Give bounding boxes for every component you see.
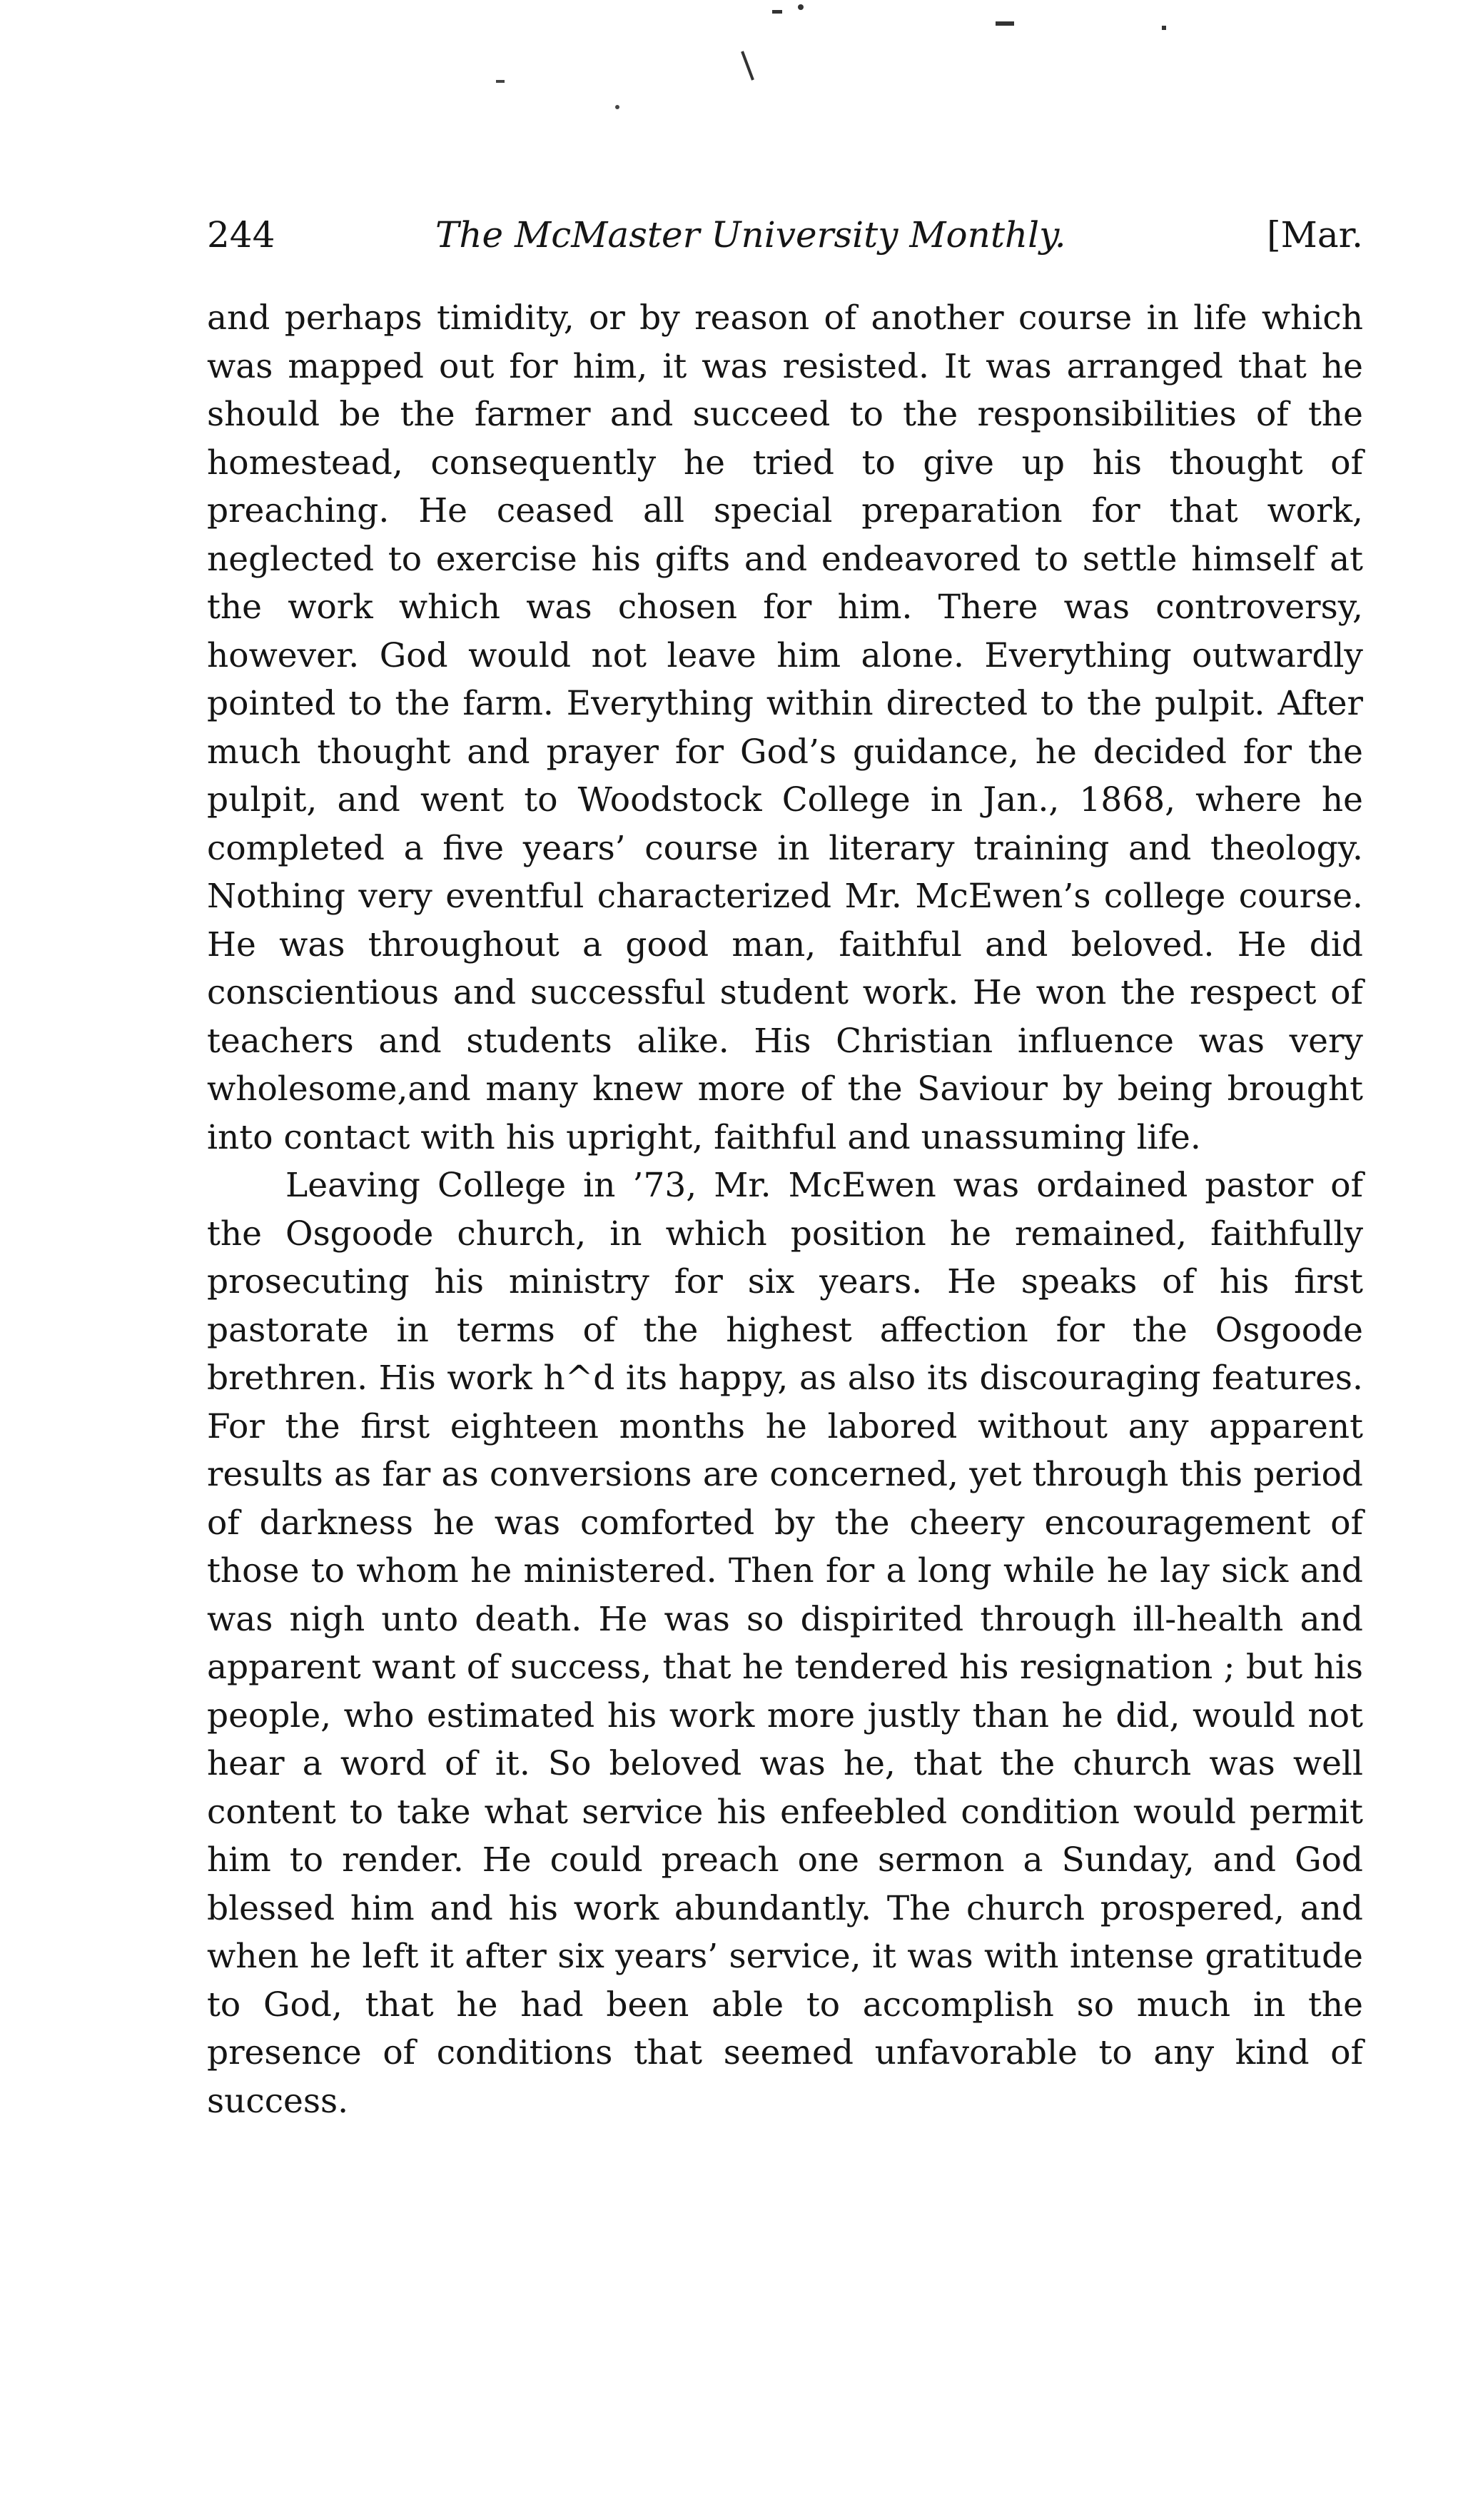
journal-title: The McMaster University Monthly. [435,214,1066,256]
issue-month: [Mar. [1267,214,1363,256]
running-head [207,214,1363,271]
paragraph-1: and perhaps timidity, or by reason of another course in life which was mapped out for him, it was resisted. It was arranged that he should be the farmer and succeed to the responsibilities of the homestead, consequently he tried to give up his thought of preaching. He ceased all special preparation for that work, neglected to exercise his gifts and endeavored to settle himself at the work which was chosen for him. There was controversy, however. God would not leave him alone. Everything outwardly pointed to the farm. Everything within directed to the pulpit. After much thought and prayer for God’s guidance, he decided for the pulpit, and went to Woodstock College in Jan., 1868, where he completed a five years’ course in literary training and theology. Nothing very eventful characterized Mr. McEwen’s college course. He was throughout a good man, faithful and beloved. He did conscientious and successful student work. He won the respect of teachers and students alike. His Christian influence was very wholesome,and many knew more of the Saviour by being brought into contact with his upright, faithful and unassuming life. [207,298,1363,1157]
article-body [207,294,1363,2125]
scan-specks [0,0,1458,214]
page-number: 244 [207,214,275,256]
paragraph-2: Leaving College in ’73, Mr. McEwen was ordained pastor of the Osgoode church, in which position he remained, faithfully prosecuting his ministry for six years. He speaks of his first pastorate in terms of the highest affection for the Osgoode brethren. His work h^d its happy, as also its discouraging features. For the first eighteen months he labored without any apparent results as far as conversions are concerned, yet through this period of darkness he was comforted by the cheery encouragement of those to whom he ministered. Then for a long while he lay sick and was nigh unto death. He was so dispirited through ill-health and apparent want of success, that he tendered his resignation ; but his people, who estimated his work more justly than he did, would not hear a word of it. So beloved was he, that the church was well content to take what service his enfeebled condition would permit him to render. He could preach one sermon a Sunday, and God blessed him and his work abundantly. The church prospered, and when he left it after six years’ service, it was with intense gratitude to God, that he had been able to accomplish so much in the presence of conditions that seemed unfavorable to any kind of success. [207,1166,1363,2121]
